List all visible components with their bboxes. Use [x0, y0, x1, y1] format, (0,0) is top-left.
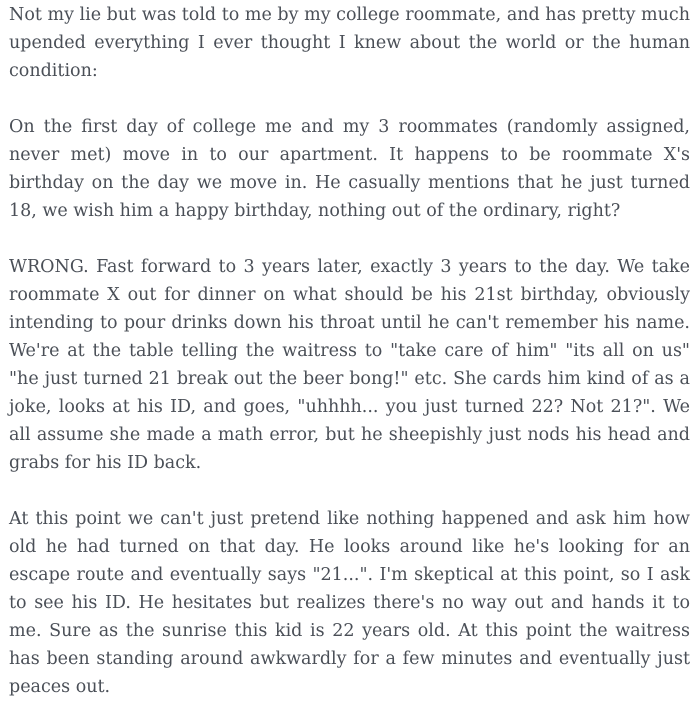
post-paragraph-reveal: WRONG. Fast forward to 3 years later, exactly 3 years to the day. We take roommate X out for dinner on what should be his 21st birthday, obviously intending to pour drinks down his throat until he can't remember his name. We're at the table telling the waitress to "take care of him" "its all on us" "he just turned 21 break out the beer bong!" etc. She cards him kind of as a joke, looks at his ID, and goes, "uhhhh... you just turned 22? Not 21?". We all assume she made a math error, but he sheepishly just nods his head and grabs for his ID back. [9, 257, 690, 473]
post-paragraph-intro: Not my lie but was told to me by my college roommate, and has pretty much upended everything I ever thought I knew about the world or the human condition: [9, 5, 690, 81]
post-paragraph-setup: On the first day of college me and my 3 roommates (randomly assigned, never met) move in to our apartment. It happens to be roommate X's birthday on the day we move in. He casually mentions that he just turned 18, we wish him a happy birthday, nothing out of the ordinary, right? [9, 117, 690, 221]
post-paragraph-confrontation: At this point we can't just pretend like nothing happened and ask him how old he had turned on that day. He looks around like he's looking for an escape route and eventually says "21...". I'm skeptical at this point, so I ask to see his ID. He hesitates but realizes there's no way out and hands it to me. Sure as the sunrise this kid is 22 years old. At this point the waitress has been standing around awkwardly for a few minutes and eventually just peaces out. [9, 509, 690, 697]
